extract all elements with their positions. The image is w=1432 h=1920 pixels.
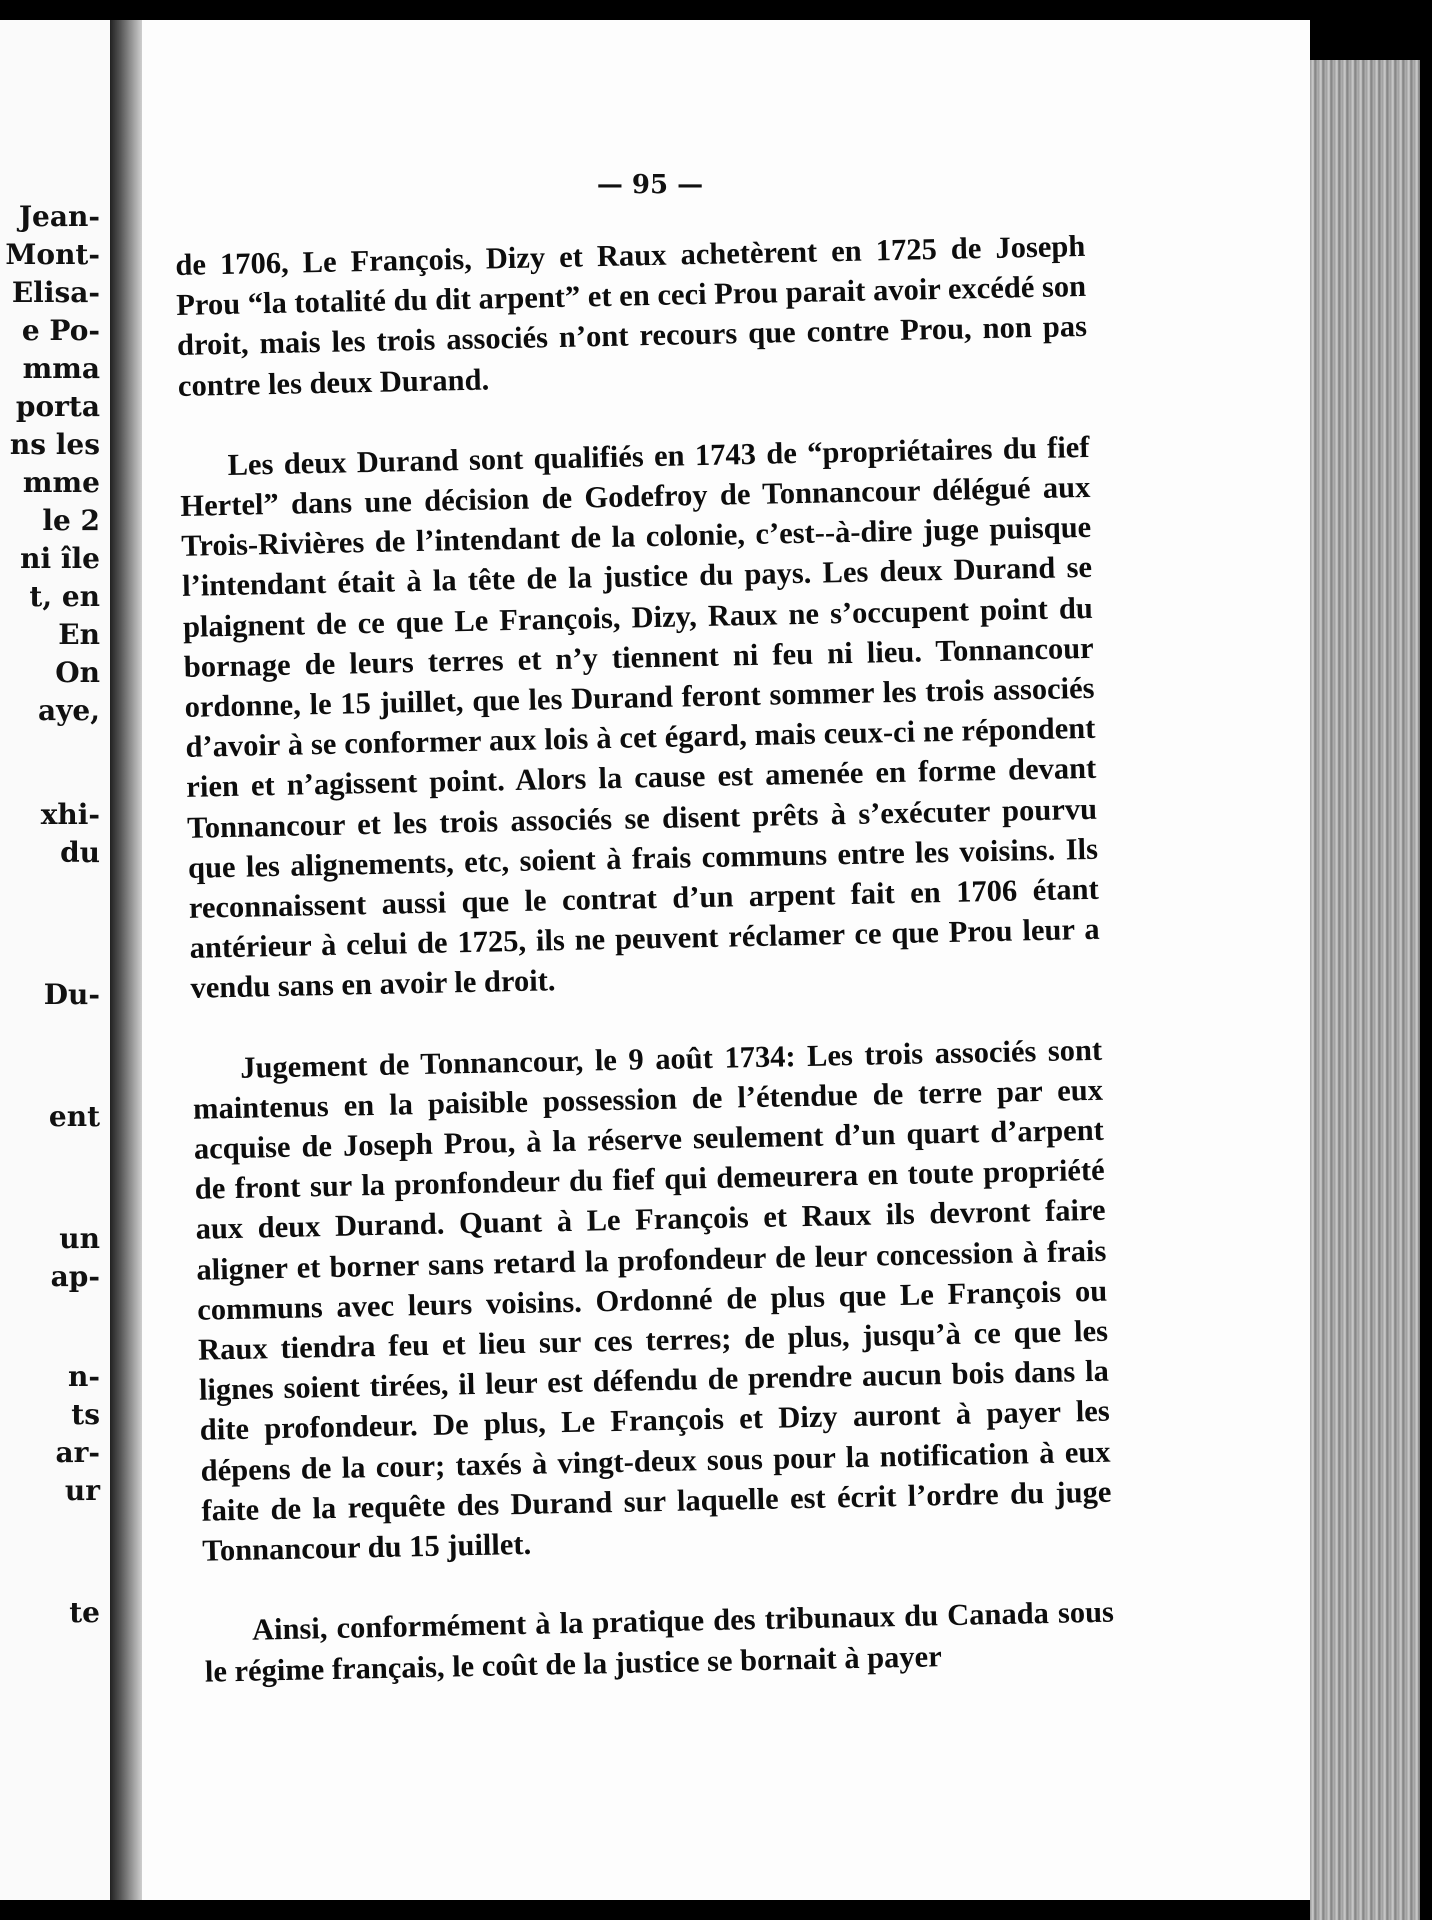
prev-page-line: ent: [48, 1100, 100, 1133]
page-body: [175, 226, 1116, 1731]
prev-page-line: xhi-: [40, 798, 100, 831]
prev-page-line: n-: [68, 1360, 100, 1393]
prev-page-line: un: [59, 1222, 100, 1255]
prev-page-line: ns les: [9, 428, 100, 461]
prev-page-line: mme: [22, 466, 100, 499]
prev-page-line: ur: [64, 1474, 100, 1507]
book-gutter: [110, 20, 142, 1900]
prev-page-line: e Po-: [21, 314, 100, 347]
prev-page-line: ar-: [55, 1436, 100, 1469]
paragraph: Jugement de Tonnancour, le 9 août 1734: Les trois associés sont maintenus en la paisible possession de l’étendue de terre par eux acquise de Joseph Prou, à la réserve seulement d’un quart d’arpent de front sur la pronfondeur du fief qui demeurera en toute propriété aux deux Durand. Quant à Le François et Raux ils devront faire aligner et borner sans retard la profondeur de leur concession à frais communs avec leurs voisins. Ordonné de plus que Le François ou Raux tiendra feu et lieu sur ces terres; de plus, jusqu’à ce que les lignes soient tirées, il leur est défendu de prendre aucun bois dans la dite profondeur. De plus, Le François et Dizy auront à payer les dépens de la cour; taxés à vingt-deux sous pour la notification à eux faite de la requête des Durand sur laquelle est écrit l’ordre du juge Tonnancour du 15 juillet.: [192, 1032, 1112, 1568]
prev-page-line: ni île: [20, 542, 100, 575]
prev-page-line: ap-: [50, 1260, 100, 1293]
prev-page-line: Mont-: [5, 238, 100, 271]
page-block-edge: [1310, 60, 1420, 1920]
paragraph: Ainsi, conformément à la pratique des tribunaux du Canada sous le régime français, le coût de la justice se bornait à payer: [204, 1594, 1115, 1689]
prev-page-line: Du-: [43, 978, 100, 1011]
prev-page-line: porta: [15, 390, 100, 423]
prev-page-line: t, en: [29, 580, 100, 613]
prev-page-line: ts: [71, 1398, 100, 1431]
prev-page-line: mma: [22, 352, 100, 385]
prev-page-line: le 2: [42, 504, 100, 537]
prev-page-line: du: [60, 836, 100, 869]
prev-page-line: On: [55, 656, 100, 689]
prev-page-line: te: [69, 1596, 100, 1629]
paragraph: Les deux Durand sont qualifiés en 1743 de “propriétaires du fief Hertel” dans une décision de Godefroy de Tonnancour délégué aux Trois-Rivières de l’intendant de la colonie, c’est--à-dire juge puisque l’intendant était à la tête de la justice du pays. Les deux Durand se plaignent de ce que Le François, Dizy, Raux ne s’occupent point du bornage de leurs terres et n’y tiennent ni feu ni lieu. Tonnancour ordonne, le 15 juillet, que les Durand feront sommer les trois associés d’avoir à se conformer aux lois à cet égard, mais ceux-ci ne répondent rien et n’agissent point. Alors la cause est amenée en forme devant Tonnancour et les trois associés se disent prêts à s’exécuter pourvu que les alignements, etc, soient à frais communs entre les voisins. Ils reconnaissent aussi que le contrat d’un arpent fait en 1706 étant antérieur à celui de 1725, ils ne peuvent réclamer ce que Prou leur a vendu sans en avoir le droit.: [180, 429, 1100, 1006]
previous-page-edge: [0, 20, 110, 1900]
paragraph: de 1706, Le François, Dizy et Raux achetèrent en 1725 de Joseph Prou “la totalité du dit arpent” et en ceci Prou parait avoir excédé son droit, mais les trois associés n’ont recours que contre Prou, non pas contre les deux Durand.: [175, 228, 1088, 403]
prev-page-line: En: [58, 618, 100, 651]
prev-page-line: Jean-: [18, 200, 100, 233]
page-number: — 95 —: [596, 170, 704, 200]
prev-page-line: Elisa-: [11, 276, 100, 309]
prev-page-line: aye,: [38, 694, 100, 727]
